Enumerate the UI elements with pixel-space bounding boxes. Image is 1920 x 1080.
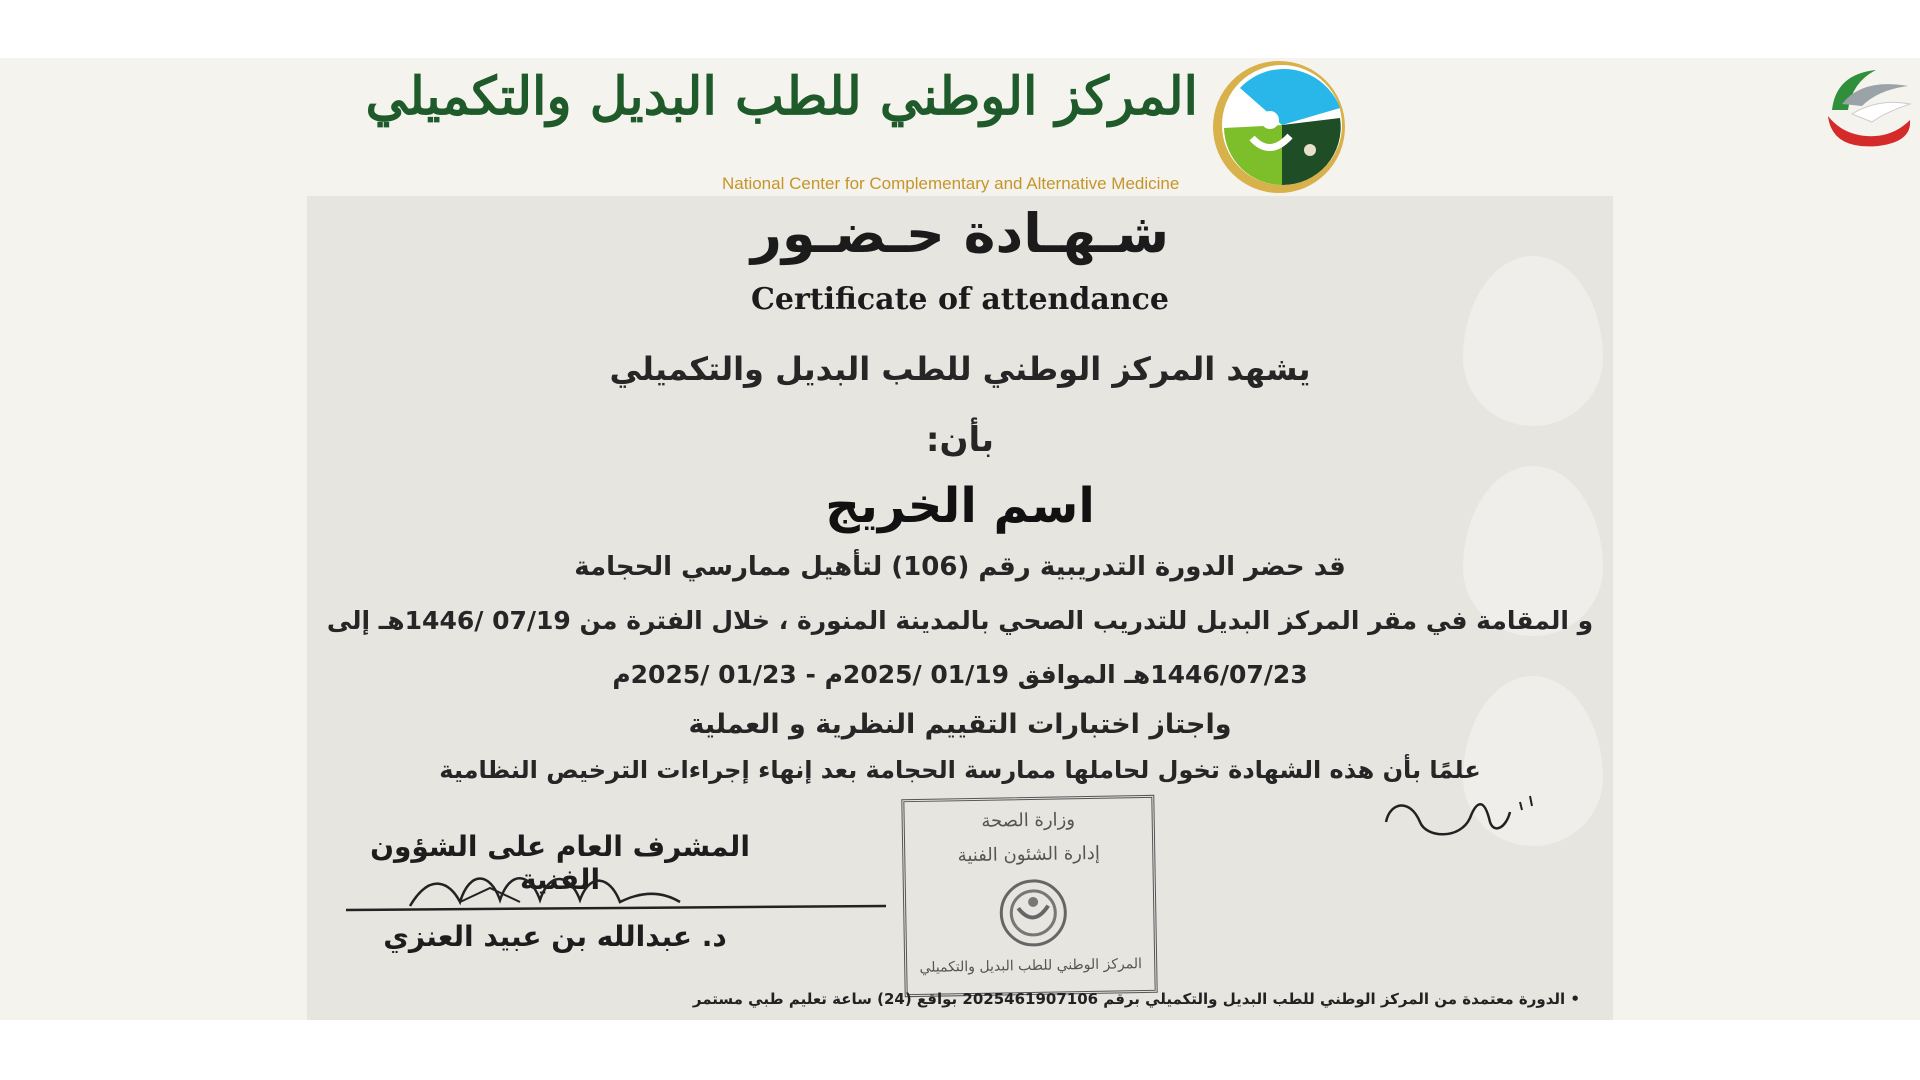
issuer-statement: يشهد المركز الوطني للطب البديل والتكميلي xyxy=(609,350,1311,388)
director-signature xyxy=(1380,782,1540,852)
stamp-emblem-icon xyxy=(998,877,1069,948)
course-statement: قد حضر الدورة التدريبية رقم (106) لتأهيل ممارسي الحجامة xyxy=(574,552,1346,582)
supervisor-title: المشرف العام على الشؤون الفنية xyxy=(370,830,750,896)
accreditation-footnote: • الدورة معتمدة من المركز الوطني للطب البديل والتكميلي برقم 2025461907106 بواقع (24) ساعة تعليم طبي مستمر xyxy=(692,990,1580,1008)
graduate-name: اسم الخريج xyxy=(825,478,1095,534)
exams-statement: واجتاز اختبارات التقييم النظرية و العملية xyxy=(688,709,1232,740)
corner-emblem-icon xyxy=(1822,64,1914,152)
location-statement: و المقامة في مقر المركز البديل للتدريب الصحي بالمدينة المنورة ، خلال الفترة من 07/19 /1446هـ إلى xyxy=(326,606,1594,635)
accreditation-text: الدورة معتمدة من المركز الوطني للطب البديل والتكميلي برقم 2025461907106 بواقع (24) ساعة تعليم طبي مستمر xyxy=(692,990,1566,1008)
certificate-title-english: Certificate of attendance xyxy=(751,282,1169,317)
logo-arabic-name: المركز الوطني للطب البديل والتكميلي xyxy=(365,66,1198,127)
dates-statement: 1446/07/23هـ الموافق 01/19 /2025م - 01/23 /2025م xyxy=(612,660,1308,689)
stamp-department: إدارة الشئون الفنية xyxy=(957,842,1101,867)
center-logo xyxy=(365,58,1348,198)
logo-english-name: National Center for Complementary and Alternative Medicine xyxy=(722,174,1180,193)
supervisor-name: د. عبدالله بن عبيد العنزي xyxy=(383,920,727,953)
center-emblem-icon xyxy=(1210,58,1348,196)
stamp-center-name: المركز الوطني للطب البديل والتكميلي xyxy=(919,956,1143,976)
license-statement: علمًا بأن هذه الشهادة تخول لحاملها ممارسة الحجامة بعد إنهاء إجراءات الترخيص النظامية xyxy=(439,756,1481,784)
stamp-ministry: وزارة الصحة xyxy=(981,809,1076,832)
that-label: بأن: xyxy=(925,420,995,460)
official-stamp xyxy=(901,795,1157,997)
certificate-title-arabic: شـهـادة حـضـور xyxy=(750,202,1170,265)
